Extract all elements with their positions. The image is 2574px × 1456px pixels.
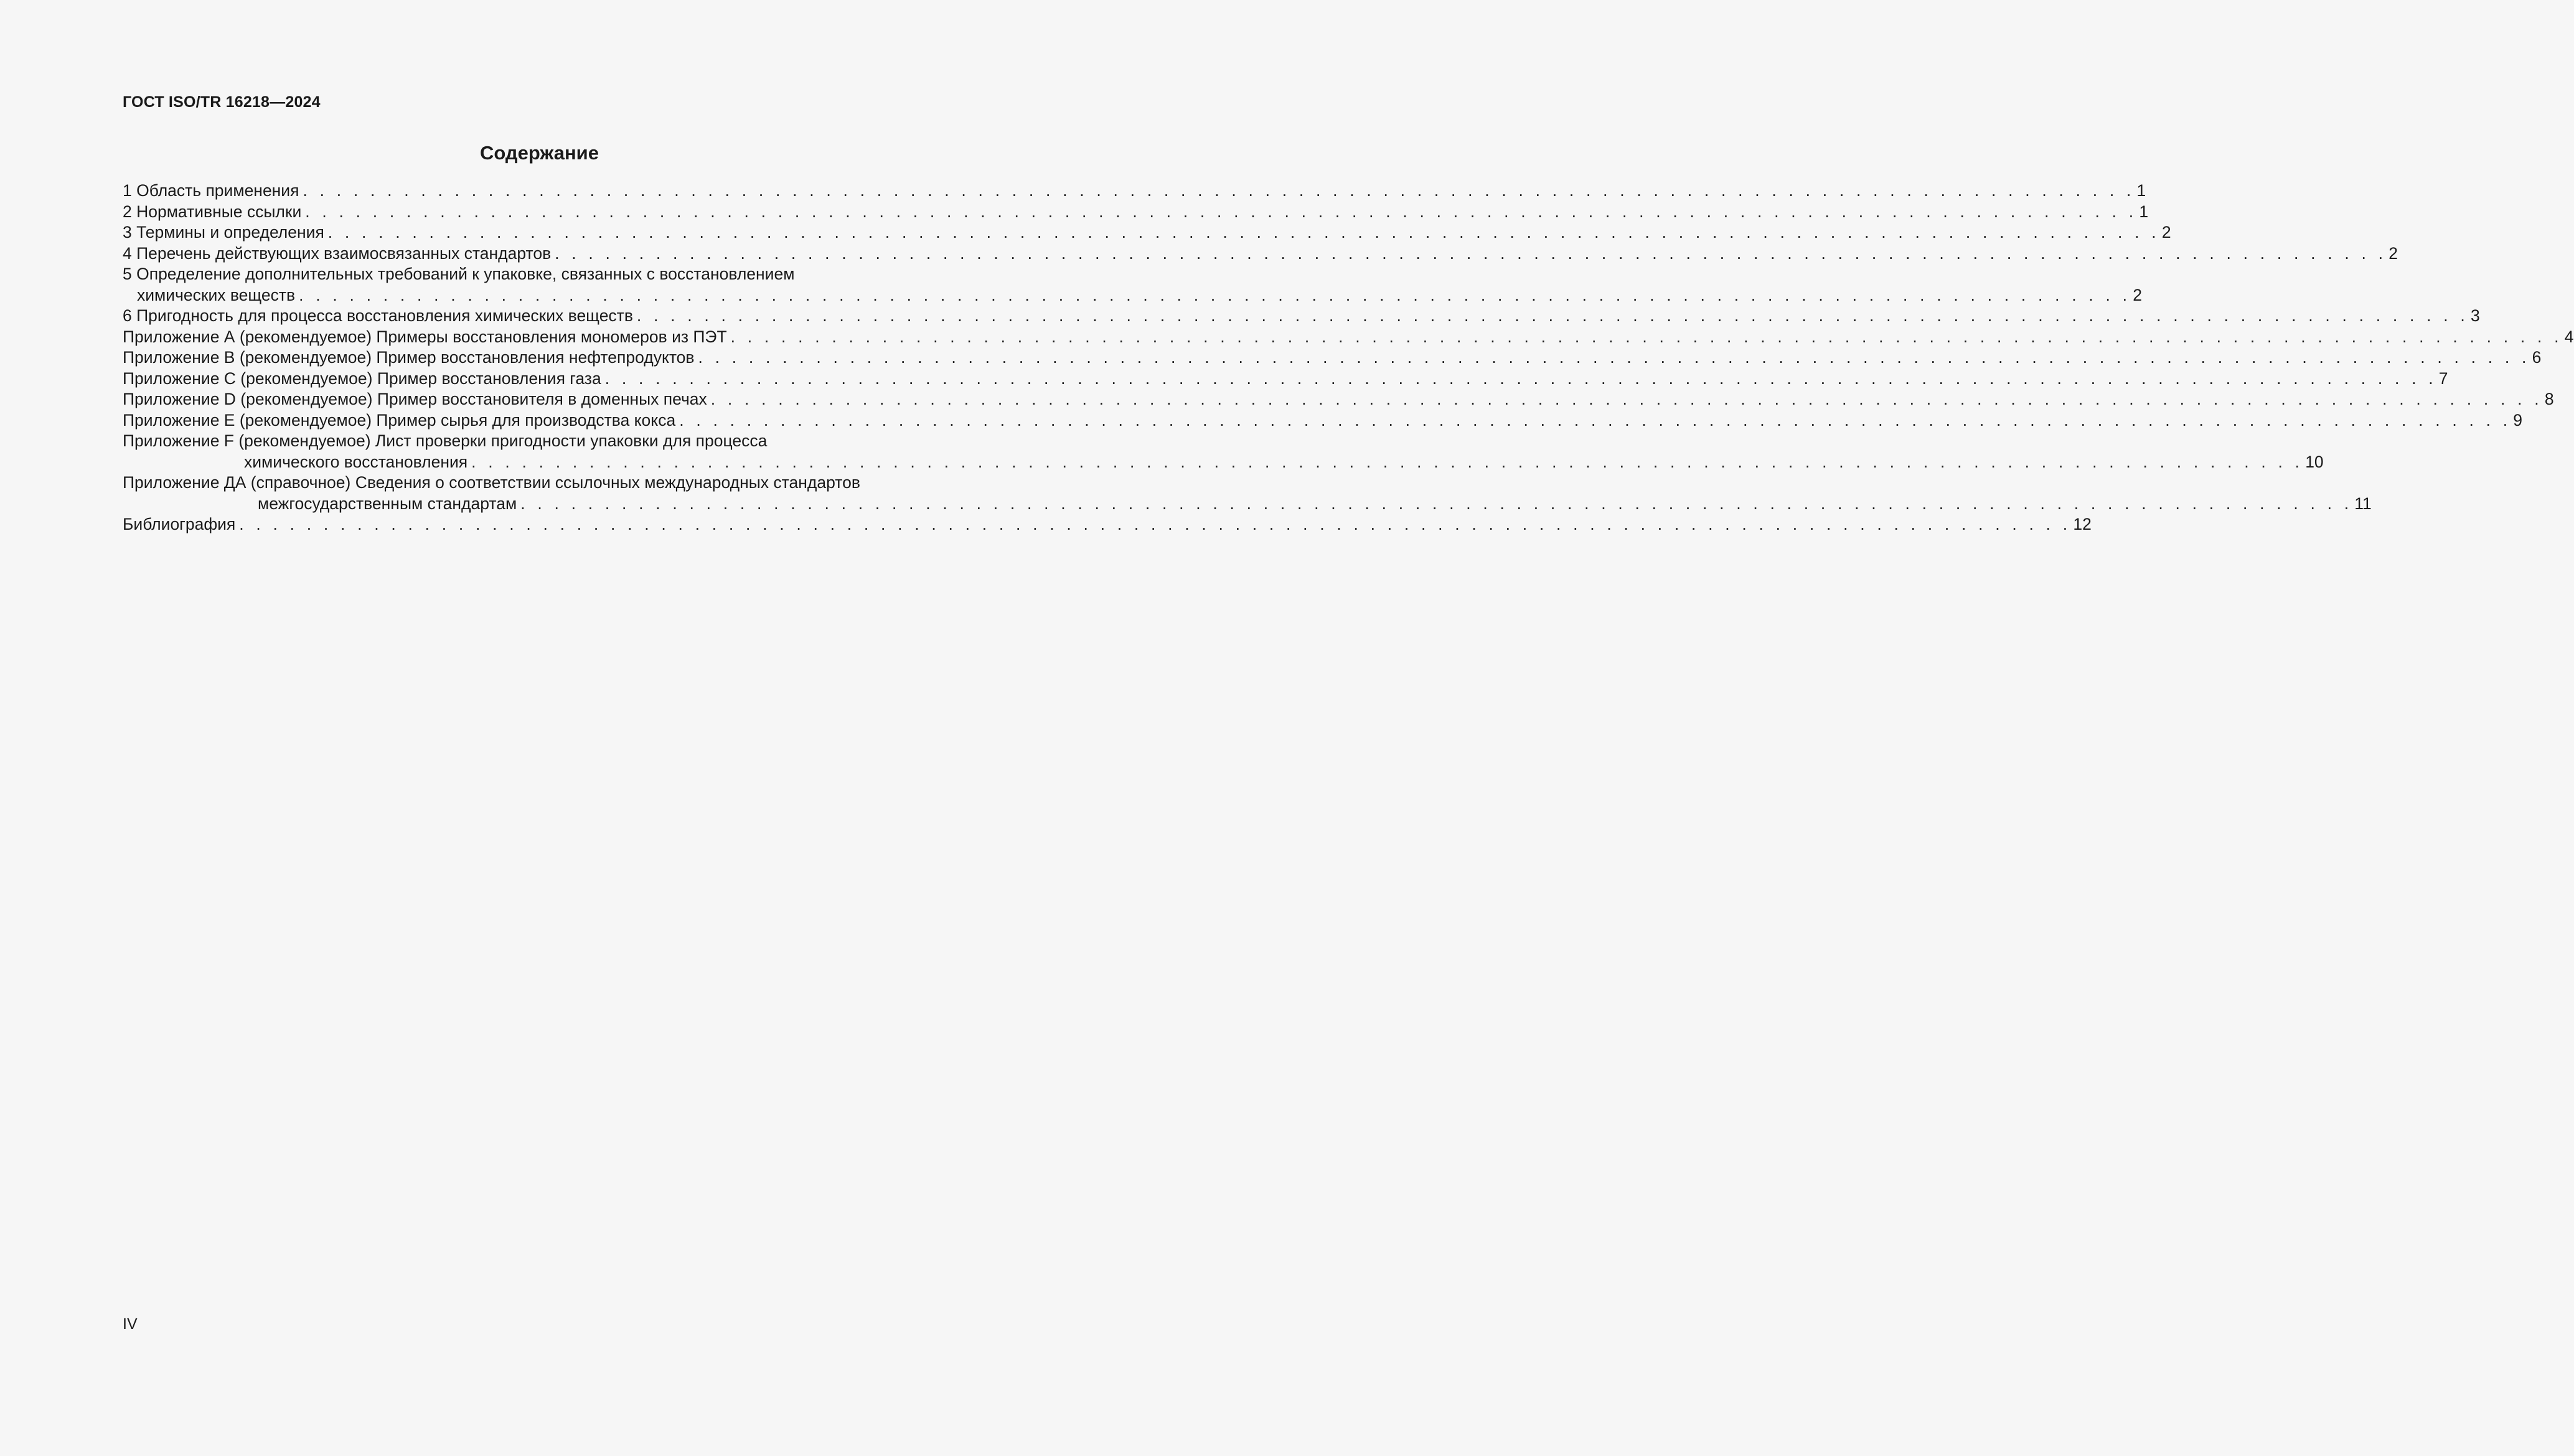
toc-entry-text: 5 Определение дополнительных требований к упаковке, связанных с восстановлением	[123, 265, 795, 283]
toc-entry-text: Приложение ДА (справочное) Сведения о соответствии ссылочных международных стандартов	[123, 473, 860, 492]
toc-entry-text: Приложение С (рекомендуемое) Пример восстановления газа	[123, 369, 601, 388]
toc-leader-dots: . . . . . . . . . . . . . . . . . . . . . . . . . . . . . . . . . . . . . . . . . . . . . . . . . . . . . . . . . . . . . . . . . . . . . . . . . . . . . . . . . . . . . . . . . . . . . . . . . . . . . . . . . . . . .	[239, 515, 2072, 533]
toc-entry-text: Приложение В (рекомендуемое) Пример восстановления нефтепродуктов	[123, 348, 695, 367]
toc-entry-1[interactable]	[123, 181, 2146, 202]
toc-entry-6[interactable]	[123, 306, 2480, 327]
toc-entry-text: 6 Пригодность для процесса восстановления химических веществ	[123, 306, 633, 325]
toc-page-number: 6	[2532, 348, 2542, 367]
toc-entry-text: 4 Перечень действующих взаимосвязанных стандартов	[123, 243, 552, 263]
toc-leader-dots: . . . . . . . . . . . . . . . . . . . . . . . . . . . . . . . . . . . . . . . . . . . . . . . . . . . . . . . . . . . . . . . . . . . . . . . . . . . . . . . . . . . . . . . . . . . . . . . . . . . . . . . . . . . . .	[604, 369, 2437, 388]
toc-entry-text: 3 Термины и определения	[123, 223, 324, 242]
toc-entry-annex-d[interactable]	[123, 389, 2554, 410]
page-number: IV	[123, 1315, 138, 1333]
toc-entry-text: Приложение А (рекомендуемое) Примеры восстановления мономеров из ПЭТ	[123, 327, 727, 346]
toc-leader-dots: . . . . . . . . . . . . . . . . . . . . . . . . . . . . . . . . . . . . . . . . . . . . . . . . . . . . . . . . . . . . . . . . . . . . . . . . . . . . . . . . . . . . . . . . . . . . . . . . . . . . . . . . . . . . .	[327, 223, 2160, 242]
toc-entry-annex-f[interactable]	[123, 431, 2324, 472]
toc-page-number: 1	[2136, 181, 2146, 200]
toc-page-number: 4	[2564, 327, 2574, 346]
toc-title: Содержание	[480, 142, 599, 164]
toc-entry-text: 2 Нормативные ссылки	[123, 202, 302, 221]
toc-entry-annex-c[interactable]	[123, 369, 2448, 390]
toc-leader-dots: . . . . . . . . . . . . . . . . . . . . . . . . . . . . . . . . . . . . . . . . . . . . . . . . . . . . . . . . . . . . . . . . . . . . . . . . . . . . . . . . . . . . . . . . . . . . . . . . . . . . . . . . . . . . .	[299, 285, 2131, 304]
toc-entry-annex-a[interactable]	[123, 327, 2574, 348]
toc-page-number: 8	[2544, 390, 2554, 408]
toc-entry-continuation: химического восстановления	[244, 452, 468, 471]
toc-leader-dots: . . . . . . . . . . . . . . . . . . . . . . . . . . . . . . . . . . . . . . . . . . . . . . . . . . . . . . . . . . . . . . . . . . . . . . . . . . . . . . . . . . . . . . . . . . . . . . . . . . . . . . . . . . . . .	[710, 390, 2543, 408]
toc-entry-continuation: межгосударственным стандартам	[258, 494, 517, 513]
toc-entry-text: Приложение Е (рекомендуемое) Пример сырья для производства кокса	[123, 410, 676, 430]
toc-entry-annex-b[interactable]	[123, 347, 2542, 369]
toc-entry-text: Приложение D (рекомендуемое) Пример восстановителя в доменных печах	[123, 390, 707, 408]
toc-leader-dots: . . . . . . . . . . . . . . . . . . . . . . . . . . . . . . . . . . . . . . . . . . . . . . . . . . . . . . . . . . . . . . . . . . . . . . . . . . . . . . . . . . . . . . . . . . . . . . . . . . . . . . . . . . . . .	[305, 202, 2138, 221]
toc-page-number: 3	[2470, 306, 2480, 325]
toc-entry-2[interactable]	[123, 202, 2149, 223]
toc-entry-annex-da[interactable]	[123, 472, 2372, 514]
toc-page-number: 7	[2438, 369, 2448, 388]
toc-leader-dots: . . . . . . . . . . . . . . . . . . . . . . . . . . . . . . . . . . . . . . . . . . . . . . . . . . . . . . . . . . . . . . . . . . . . . . . . . . . . . . . . . . . . . . . . . . . . . . . . . . . . . . . . . . . . .	[555, 243, 2387, 263]
toc-entry-bibliography[interactable]	[123, 514, 2092, 535]
toc-leader-dots: . . . . . . . . . . . . . . . . . . . . . . . . . . . . . . . . . . . . . . . . . . . . . . . . . . . . . . . . . . . . . . . . . . . . . . . . . . . . . . . . . . . . . . . . . . . . . . . . . . . . . . . . . . . . .	[471, 452, 2304, 471]
table-of-contents	[123, 181, 2574, 535]
toc-entry-text: Библиография	[123, 515, 236, 533]
toc-entry-text: 1 Область применения	[123, 181, 299, 200]
toc-page-number: 9	[2513, 410, 2523, 430]
toc-entry-annex-e[interactable]	[123, 410, 2523, 431]
toc-page-number: 11	[2354, 494, 2372, 513]
toc-leader-dots: . . . . . . . . . . . . . . . . . . . . . . . . . . . . . . . . . . . . . . . . . . . . . . . . . . . . . . . . . . . . . . . . . . . . . . . . . . . . . . . . . . . . . . . . . . . . . . . . . . . . . . . . . . . . .	[679, 410, 2512, 430]
toc-page-number: 12	[2073, 515, 2092, 533]
toc-entry-3[interactable]	[123, 222, 2171, 243]
toc-leader-dots: . . . . . . . . . . . . . . . . . . . . . . . . . . . . . . . . . . . . . . . . . . . . . . . . . . . . . . . . . . . . . . . . . . . . . . . . . . . . . . . . . . . . . . . . . . . . . . . . . . . . . . . . . . . . .	[730, 327, 2563, 346]
toc-leader-dots: . . . . . . . . . . . . . . . . . . . . . . . . . . . . . . . . . . . . . . . . . . . . . . . . . . . . . . . . . . . . . . . . . . . . . . . . . . . . . . . . . . . . . . . . . . . . . . . . . . . . . . . . . . . . .	[520, 494, 2353, 513]
toc-entry-continuation: химических веществ	[137, 285, 296, 304]
document-header: ГОСТ ISO/TR 16218—2024	[123, 93, 321, 111]
toc-page-number: 2	[2388, 243, 2398, 263]
toc-leader-dots: . . . . . . . . . . . . . . . . . . . . . . . . . . . . . . . . . . . . . . . . . . . . . . . . . . . . . . . . . . . . . . . . . . . . . . . . . . . . . . . . . . . . . . . . . . . . . . . . . . . . . . . . . . . . .	[636, 306, 2469, 325]
toc-page-number: 2	[2161, 223, 2171, 242]
toc-page-number: 1	[2139, 202, 2149, 221]
toc-page-number: 2	[2133, 285, 2142, 304]
toc-entry-text: Приложение F (рекомендуемое) Лист проверки пригодности упаковки для процесса	[123, 431, 768, 450]
toc-leader-dots: . . . . . . . . . . . . . . . . . . . . . . . . . . . . . . . . . . . . . . . . . . . . . . . . . . . . . . . . . . . . . . . . . . . . . . . . . . . . . . . . . . . . . . . . . . . . . . . . . . . . . . . . . . . . .	[698, 348, 2530, 367]
toc-page-number: 10	[2305, 452, 2324, 471]
toc-entry-5[interactable]	[123, 264, 2142, 306]
toc-entry-4[interactable]	[123, 243, 2398, 265]
toc-leader-dots: . . . . . . . . . . . . . . . . . . . . . . . . . . . . . . . . . . . . . . . . . . . . . . . . . . . . . . . . . . . . . . . . . . . . . . . . . . . . . . . . . . . . . . . . . . . . . . . . . . . . . . . . . . . . .	[303, 181, 2135, 200]
